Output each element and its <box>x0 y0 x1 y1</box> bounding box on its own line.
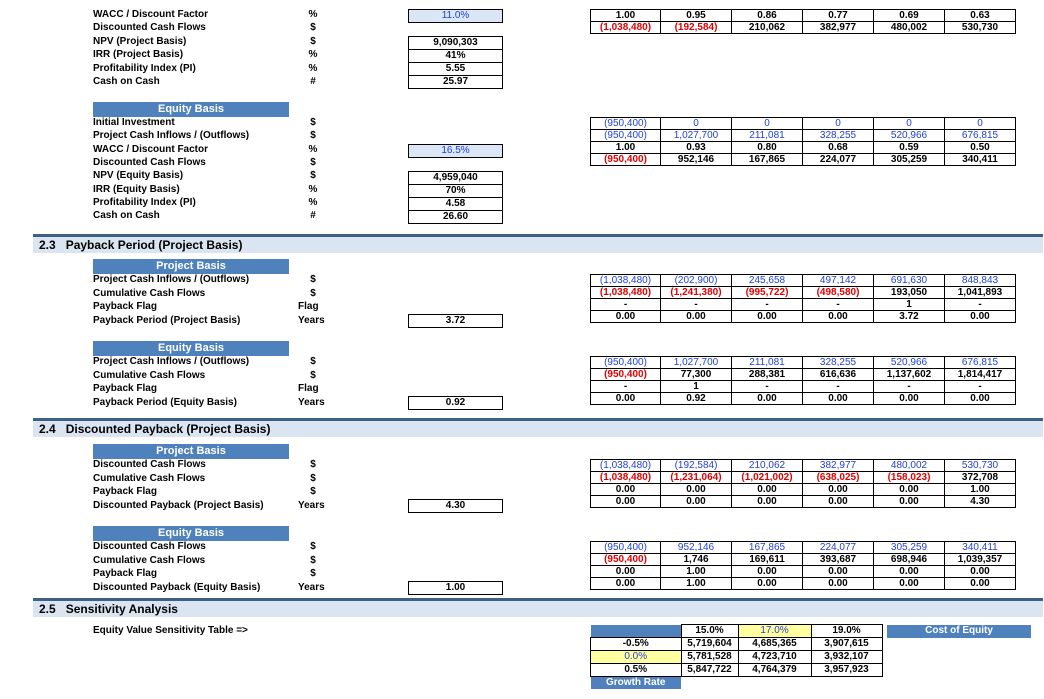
grid-cell: 0.00 <box>803 566 874 578</box>
row-label: Cash on Cash <box>93 76 160 87</box>
grid-cell: - <box>661 299 732 311</box>
project-basis-header: Project Basis <box>93 259 289 274</box>
equity-basis-header: Equity Basis <box>93 526 289 541</box>
grid-cell: 0 <box>803 118 874 130</box>
wacc-equity-input[interactable]: 16.5% <box>408 144 503 158</box>
equity-discount-grid <box>590 117 1016 166</box>
row-label: Project Cash Inflows / (Outflows) <box>93 130 250 142</box>
grid-cell: 616,636 <box>803 369 874 381</box>
grid-cell: 193,050 <box>874 287 945 299</box>
sensitivity-table <box>590 624 1032 689</box>
grid-cell: 0.00 <box>803 484 874 496</box>
npv-project-value: 9,090,303 <box>408 36 503 50</box>
discounted-payback-project-grid <box>590 459 1016 508</box>
section-title: Sensitivity Analysis <box>65 602 178 616</box>
section-2-4-header <box>33 418 1043 437</box>
grid-cell: 520,966 <box>874 357 945 369</box>
row-label: Discounted Cash Flows <box>93 541 206 552</box>
grid-cell: (950,400) <box>591 130 661 142</box>
grid-cell: (950,400) <box>591 154 661 166</box>
grid-cell: (202,900) <box>661 275 732 287</box>
coc-equity-value: 26.60 <box>408 210 503 224</box>
row-label: WACC / Discount Factor <box>93 9 209 20</box>
grid-cell: 393,687 <box>803 554 874 566</box>
row-unit: $ <box>310 35 316 47</box>
row-label: Payback Period (Project Basis) <box>93 314 241 326</box>
row-unit: Flag <box>298 301 319 312</box>
row-label: IRR (Equity Basis) <box>93 183 180 195</box>
sens-row-head[interactable]: 0.0% <box>591 651 682 664</box>
grid-cell: 952,146 <box>661 154 732 166</box>
grid-cell: (1,231,064) <box>661 472 732 484</box>
sens-cell: 4,723,710 <box>738 651 811 664</box>
row-label: Discounted Cash Flows <box>93 22 206 34</box>
grid-cell: 848,843 <box>945 275 1016 287</box>
grid-cell: 169,611 <box>732 554 803 566</box>
section-title: Discounted Payback (Project Basis) <box>65 422 271 436</box>
grid-cell: 480,002 <box>874 22 945 34</box>
row-label: Payback Flag <box>93 301 157 312</box>
grid-cell: 0.59 <box>874 142 945 154</box>
grid-cell: 0.00 <box>661 484 732 496</box>
grid-cell: 0.95 <box>661 10 732 22</box>
grid-cell: 0.00 <box>732 393 803 405</box>
grid-cell: 0.00 <box>732 578 803 590</box>
row-label: Profitability Index (PI) <box>93 196 196 208</box>
grid-cell: 698,946 <box>874 554 945 566</box>
grid-cell: (638,025) <box>803 472 874 484</box>
grid-cell: (1,021,002) <box>732 472 803 484</box>
coc-project-value: 25.97 <box>408 75 503 89</box>
grid-cell: 530,730 <box>945 460 1016 472</box>
sens-cell: 4,685,365 <box>738 638 811 651</box>
pi-project-value: 5.55 <box>408 62 503 76</box>
grid-cell: 0.00 <box>591 484 661 496</box>
grid-cell: - <box>591 299 661 311</box>
section-number: 2.3 <box>39 238 56 252</box>
payback-project-grid <box>590 274 1016 323</box>
grid-cell: - <box>591 381 661 393</box>
grid-cell: 1.00 <box>661 578 732 590</box>
grid-cell: (192,584) <box>661 460 732 472</box>
row-label: Cumulative Cash Flows <box>93 472 206 484</box>
grid-cell: 1,039,357 <box>945 554 1016 566</box>
grid-cell: 0.00 <box>874 496 945 508</box>
row-unit: $ <box>310 568 316 579</box>
sens-cell: 4,764,379 <box>738 664 811 677</box>
grid-cell: (1,038,480) <box>591 287 661 299</box>
grid-cell: 340,411 <box>945 542 1016 554</box>
sens-row-head: -0.5% <box>591 638 682 651</box>
sens-cell: 5,719,604 <box>681 638 738 651</box>
grid-cell: 0.63 <box>945 10 1016 22</box>
grid-cell: 1,814,417 <box>945 369 1016 381</box>
grid-cell: 224,077 <box>803 154 874 166</box>
grid-cell: 0.00 <box>945 393 1016 405</box>
grid-cell: 0 <box>874 118 945 130</box>
grid-cell: (1,241,380) <box>661 287 732 299</box>
row-unit: $ <box>310 156 316 168</box>
grid-cell: 305,259 <box>874 154 945 166</box>
grid-cell: 305,259 <box>874 542 945 554</box>
grid-cell: - <box>803 381 874 393</box>
growth-rate-label: Growth Rate <box>591 677 682 690</box>
row-unit: $ <box>310 274 316 285</box>
row-unit: $ <box>310 22 316 34</box>
grid-cell: 0.00 <box>803 578 874 590</box>
grid-cell: 0.86 <box>732 10 803 22</box>
row-unit: Flag <box>298 383 319 394</box>
grid-cell: (1,038,480) <box>591 275 661 287</box>
grid-cell: 676,815 <box>945 357 1016 369</box>
row-label: Discounted Payback (Equity Basis) <box>93 581 261 593</box>
grid-cell: 0.00 <box>661 311 732 323</box>
grid-cell: 0.00 <box>945 578 1016 590</box>
grid-cell: 1,027,700 <box>661 357 732 369</box>
grid-cell: (950,400) <box>591 542 661 554</box>
row-unit: $ <box>310 170 316 182</box>
payback-equity-grid <box>590 356 1016 405</box>
grid-cell: 1.00 <box>661 566 732 578</box>
discounted-payback-equity-result: 1.00 <box>408 581 503 595</box>
grid-cell: 530,730 <box>945 22 1016 34</box>
sens-cell: 5,781,528 <box>681 651 738 664</box>
discounted-payback-equity-grid <box>590 541 1016 590</box>
row-unit: % <box>308 9 318 20</box>
row-unit: % <box>308 143 318 155</box>
npv-equity-value: 4,959,040 <box>408 171 503 185</box>
grid-cell: 210,062 <box>732 460 803 472</box>
grid-cell: - <box>732 299 803 311</box>
grid-cell: 0.00 <box>945 566 1016 578</box>
grid-cell: 3.72 <box>874 311 945 323</box>
sens-cell: 3,957,923 <box>811 664 882 677</box>
row-unit: Years <box>298 581 325 593</box>
grid-cell: 1,041,893 <box>945 287 1016 299</box>
sens-col-head: 15.0% <box>681 625 738 638</box>
grid-cell: (995,722) <box>732 287 803 299</box>
row-unit: $ <box>310 554 316 566</box>
grid-cell: 0.00 <box>732 566 803 578</box>
grid-cell: - <box>945 299 1016 311</box>
row-unit: $ <box>310 369 316 381</box>
row-unit: $ <box>310 459 316 470</box>
row-label: WACC / Discount Factor <box>93 143 209 155</box>
grid-cell: 0.00 <box>803 311 874 323</box>
sens-cell: 3,907,615 <box>811 638 882 651</box>
row-unit: Years <box>298 396 325 408</box>
row-unit: $ <box>310 130 316 142</box>
grid-cell: 0.93 <box>661 142 732 154</box>
grid-cell: (498,580) <box>803 287 874 299</box>
sens-col-head: 19.0% <box>811 625 882 638</box>
grid-cell: - <box>732 381 803 393</box>
row-label: Project Cash Inflows / (Outflows) <box>93 274 250 285</box>
wacc-input[interactable]: 11.0% <box>408 9 503 23</box>
grid-cell: 0.00 <box>874 484 945 496</box>
grid-cell: 210,062 <box>732 22 803 34</box>
equity-basis-header: Equity Basis <box>93 102 289 117</box>
grid-cell: 77,300 <box>661 369 732 381</box>
irr-equity-value: 70% <box>408 184 503 198</box>
row-unit: % <box>308 183 318 195</box>
grid-cell: 952,146 <box>661 542 732 554</box>
grid-cell: 0 <box>945 118 1016 130</box>
row-label: Payback Flag <box>93 383 157 394</box>
grid-cell: 0.00 <box>874 566 945 578</box>
sens-row-head: 0.5% <box>591 664 682 677</box>
row-label: Initial Investment <box>93 117 175 128</box>
grid-cell: 245,658 <box>732 275 803 287</box>
row-label: NPV (Equity Basis) <box>93 170 184 182</box>
row-unit: $ <box>310 472 316 484</box>
grid-cell: 224,077 <box>803 542 874 554</box>
grid-cell: 1 <box>661 381 732 393</box>
grid-cell: 1,027,700 <box>661 130 732 142</box>
grid-cell: 0.00 <box>661 496 732 508</box>
grid-cell: 0 <box>661 118 732 130</box>
section-2-5-header <box>33 598 1043 617</box>
grid-cell: - <box>803 299 874 311</box>
row-unit: $ <box>310 356 316 367</box>
equity-basis-header: Equity Basis <box>93 341 289 356</box>
grid-cell: 382,977 <box>803 460 874 472</box>
discounted-payback-project-result: 4.30 <box>408 499 503 513</box>
row-label: Discounted Cash Flows <box>93 459 206 470</box>
project-basis-header: Project Basis <box>93 444 289 459</box>
project-discount-grid <box>590 9 1016 34</box>
grid-cell: (158,023) <box>874 472 945 484</box>
grid-cell: 0.92 <box>661 393 732 405</box>
row-unit: # <box>310 76 316 87</box>
row-label: Project Cash Inflows / (Outflows) <box>93 356 250 367</box>
grid-cell: 211,081 <box>732 357 803 369</box>
grid-cell: 691,630 <box>874 275 945 287</box>
grid-cell: 520,966 <box>874 130 945 142</box>
grid-cell: 328,255 <box>803 357 874 369</box>
grid-cell: 167,865 <box>732 542 803 554</box>
grid-cell: 0.00 <box>803 496 874 508</box>
section-number: 2.5 <box>39 602 56 616</box>
row-label: Payback Flag <box>93 486 157 497</box>
row-label: Discounted Payback (Project Basis) <box>93 499 264 511</box>
grid-cell: 0.00 <box>945 311 1016 323</box>
row-unit: $ <box>310 287 316 299</box>
sens-cell: 5,847,722 <box>681 664 738 677</box>
row-label: Cumulative Cash Flows <box>93 369 206 381</box>
sensitivity-table-label: Equity Value Sensitivity Table => <box>93 625 248 636</box>
grid-cell: 497,142 <box>803 275 874 287</box>
irr-project-value: 41% <box>408 49 503 63</box>
grid-cell: 0.00 <box>591 496 661 508</box>
grid-cell: 0.00 <box>591 393 661 405</box>
grid-cell: (1,038,480) <box>591 472 661 484</box>
grid-cell: 1.00 <box>591 10 661 22</box>
grid-cell: 0.00 <box>732 496 803 508</box>
row-label: Discounted Cash Flows <box>93 156 206 168</box>
row-label: Cash on Cash <box>93 210 160 222</box>
grid-cell: (950,400) <box>591 554 661 566</box>
grid-cell: 0 <box>732 118 803 130</box>
row-unit: % <box>308 62 318 74</box>
payback-equity-result: 0.92 <box>408 396 503 410</box>
grid-cell: 211,081 <box>732 130 803 142</box>
grid-cell: 1.00 <box>591 142 661 154</box>
grid-cell: - <box>945 381 1016 393</box>
pi-equity-value: 4.58 <box>408 197 503 211</box>
grid-cell: 0.00 <box>803 393 874 405</box>
grid-cell: - <box>874 381 945 393</box>
row-unit: $ <box>310 117 316 128</box>
grid-cell: 167,865 <box>732 154 803 166</box>
grid-cell: 0.00 <box>732 311 803 323</box>
grid-cell: 0.00 <box>591 311 661 323</box>
row-label: NPV (Project Basis) <box>93 35 187 47</box>
grid-cell: (1,038,480) <box>591 22 661 34</box>
grid-cell: 0.00 <box>874 578 945 590</box>
grid-cell: 0.00 <box>874 393 945 405</box>
grid-cell: 340,411 <box>945 154 1016 166</box>
grid-cell: 0.00 <box>591 578 661 590</box>
sens-cell: 3,932,107 <box>811 651 882 664</box>
row-label: Profitability Index (PI) <box>93 62 196 74</box>
grid-cell: (950,400) <box>591 357 661 369</box>
grid-cell: 1,746 <box>661 554 732 566</box>
grid-cell: 382,977 <box>803 22 874 34</box>
row-unit: % <box>308 196 318 208</box>
grid-cell: 0.80 <box>732 142 803 154</box>
row-label: Cumulative Cash Flows <box>93 554 206 566</box>
grid-cell: (950,400) <box>591 118 661 130</box>
cost-of-equity-label: Cost of Equity <box>887 625 1031 638</box>
section-2-3-header <box>33 234 1043 253</box>
row-unit: $ <box>310 486 316 497</box>
grid-cell: 1,137,602 <box>874 369 945 381</box>
grid-cell: 372,708 <box>945 472 1016 484</box>
row-unit: Years <box>298 314 325 326</box>
row-label: Payback Flag <box>93 568 157 579</box>
grid-cell: 1 <box>874 299 945 311</box>
grid-cell: 0.77 <box>803 10 874 22</box>
row-label: Payback Period (Equity Basis) <box>93 396 237 408</box>
section-number: 2.4 <box>39 422 56 436</box>
grid-cell: 0.69 <box>874 10 945 22</box>
row-unit: # <box>310 210 316 222</box>
grid-cell: 4.30 <box>945 496 1016 508</box>
grid-cell: 288,381 <box>732 369 803 381</box>
row-unit: Years <box>298 499 325 511</box>
section-title: Payback Period (Project Basis) <box>65 238 243 252</box>
grid-cell: 0.00 <box>591 566 661 578</box>
row-label: IRR (Project Basis) <box>93 49 184 61</box>
grid-cell: 676,815 <box>945 130 1016 142</box>
grid-cell: 480,002 <box>874 460 945 472</box>
row-label: Cumulative Cash Flows <box>93 287 206 299</box>
grid-cell: 0.50 <box>945 142 1016 154</box>
grid-cell: 328,255 <box>803 130 874 142</box>
grid-cell: 1.00 <box>945 484 1016 496</box>
sens-corner <box>591 625 682 638</box>
grid-cell: (1,038,480) <box>591 460 661 472</box>
row-unit: $ <box>310 541 316 552</box>
sens-col-head[interactable]: 17.0% <box>738 625 811 638</box>
grid-cell: (950,400) <box>591 369 661 381</box>
payback-project-result: 3.72 <box>408 314 503 328</box>
grid-cell: 0.00 <box>732 484 803 496</box>
grid-cell: 0.68 <box>803 142 874 154</box>
row-unit: % <box>308 49 318 61</box>
grid-cell: (192,584) <box>661 22 732 34</box>
